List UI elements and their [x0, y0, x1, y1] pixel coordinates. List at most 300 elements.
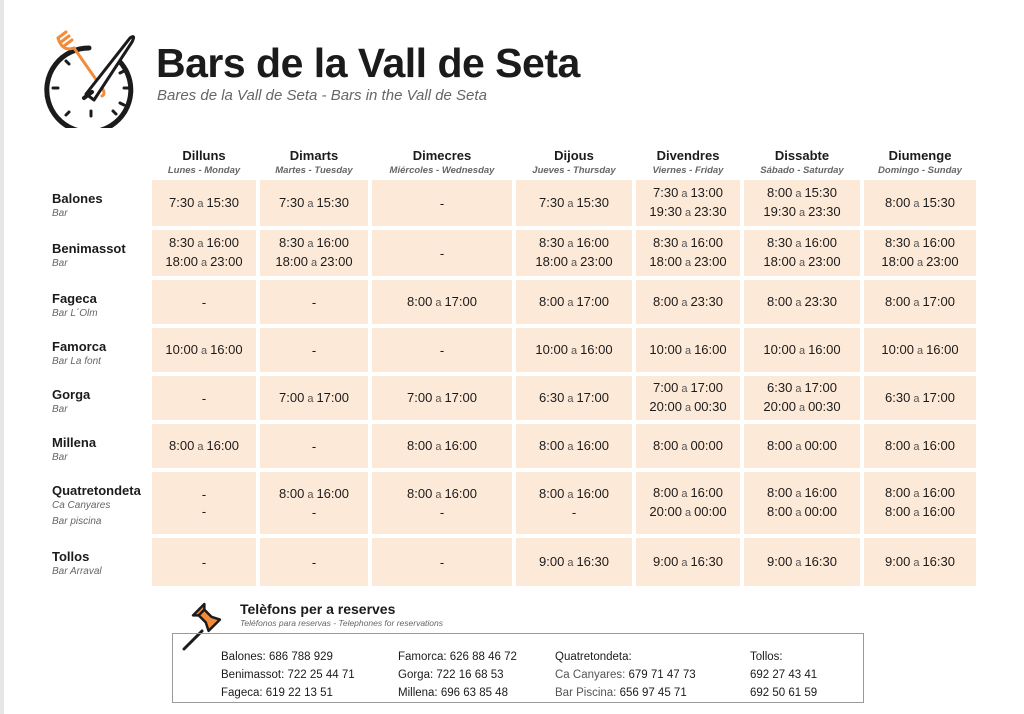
time-separator: a — [307, 489, 314, 501]
day-translation: Martes - Tuesday — [275, 165, 353, 176]
time-separator: a — [681, 383, 688, 395]
open-time: 10:00 — [165, 341, 198, 357]
close-time: 16:30 — [690, 553, 723, 569]
open-time: 8:00 — [279, 486, 305, 501]
schedule-cell — [372, 328, 512, 372]
schedule-cell — [864, 472, 976, 534]
schedule-cell — [636, 424, 740, 468]
open-time: 9:00 — [539, 553, 565, 569]
schedule-cell — [152, 424, 256, 468]
table-row — [52, 180, 976, 226]
schedule-cell — [636, 180, 740, 226]
time-range — [516, 553, 632, 572]
close-time: 16:00 — [580, 341, 613, 357]
schedule-cell — [152, 280, 256, 324]
day-header-3 — [516, 142, 632, 176]
close-time: 17:00 — [316, 389, 349, 405]
time-range — [864, 553, 976, 572]
close-time: 15:30 — [576, 194, 609, 210]
time-range — [864, 503, 976, 522]
close-time: 17:00 — [922, 389, 955, 405]
close-time: 00:00 — [804, 437, 837, 453]
schedule-cell — [152, 230, 256, 276]
open-time: 8:30 — [169, 235, 195, 250]
close-time: 16:00 — [206, 437, 239, 453]
bar-name: Balones — [52, 191, 103, 206]
time-range — [744, 484, 860, 503]
phone-entry — [555, 666, 696, 684]
day-header-0 — [152, 142, 256, 176]
schedule-cell — [636, 328, 740, 372]
schedule-cell — [260, 424, 368, 468]
time-separator: a — [684, 344, 692, 357]
bar-header — [52, 328, 148, 372]
close-time: 15:30 — [206, 194, 239, 210]
time-range — [516, 194, 632, 213]
open-time: 8:00 — [407, 486, 433, 501]
close-time: 00:30 — [694, 399, 727, 414]
time-separator: a — [913, 440, 920, 453]
closed-dash: - — [311, 438, 317, 454]
schedule-cell — [516, 376, 632, 420]
time-range — [260, 234, 368, 253]
close-time: 23:00 — [210, 254, 243, 269]
close-time: 16:00 — [576, 486, 609, 501]
schedule-cell — [260, 280, 368, 324]
time-separator: a — [307, 197, 314, 210]
reservations-title: Telèfons per a reserves — [240, 601, 396, 617]
schedule-cell — [372, 230, 512, 276]
open-time: 20:00 — [763, 399, 796, 414]
schedule-cell — [260, 180, 368, 226]
phones-column-4 — [750, 648, 817, 702]
close-time: 16:00 — [210, 341, 243, 357]
phone-entry: Benimassot: 722 25 44 71 — [221, 669, 355, 681]
close-time: 16:00 — [808, 341, 841, 357]
schedule-cell — [152, 376, 256, 420]
time-range — [636, 184, 740, 203]
schedule-cell — [744, 280, 860, 324]
open-time: 8:30 — [767, 235, 793, 250]
time-separator: a — [681, 188, 688, 200]
table-row — [52, 328, 976, 372]
time-range — [152, 194, 256, 213]
time-separator: a — [913, 488, 920, 500]
close-time: 15:30 — [316, 194, 349, 210]
table-row — [52, 538, 976, 586]
open-time: 19:30 — [649, 204, 682, 219]
time-range — [744, 184, 860, 203]
time-separator: a — [684, 402, 692, 414]
time-separator: a — [913, 507, 920, 519]
close-time: 23:30 — [804, 293, 837, 309]
open-time: 6:30 — [885, 389, 911, 405]
close-time: 00:00 — [804, 504, 837, 519]
open-time: 8:00 — [885, 293, 911, 309]
open-time: 8:00 — [885, 504, 911, 519]
bar-header — [52, 538, 148, 586]
phone-entry: Fageca: 619 22 13 51 — [221, 687, 333, 699]
closed-dash: - — [311, 342, 317, 358]
bar-header — [52, 280, 148, 324]
open-time: 18:00 — [535, 254, 568, 269]
phone-entry: Gorga: 722 16 68 53 — [398, 669, 504, 681]
open-time: 8:00 — [539, 486, 565, 501]
time-range — [516, 253, 632, 272]
schedule-cell — [636, 538, 740, 586]
schedule-cell — [516, 538, 632, 586]
schedule-cell — [152, 472, 256, 534]
closed-dash: - — [439, 505, 445, 520]
time-separator: a — [795, 238, 802, 250]
day-header-1 — [260, 142, 368, 176]
schedule-cell — [260, 376, 368, 420]
bar-type: Bar — [52, 404, 68, 415]
reservations-subtitle: Teléfonos para reservas - Telephones for reservations — [240, 618, 444, 628]
open-time: 8:00 — [539, 437, 565, 453]
time-range — [372, 437, 512, 456]
day-name: Divendres — [656, 148, 720, 163]
close-time: 17:00 — [922, 293, 955, 309]
bar-name: Famorca — [52, 339, 107, 354]
open-time: 18:00 — [881, 254, 914, 269]
time-range — [864, 234, 976, 253]
page-title: Bars de la Vall de Seta — [156, 40, 580, 86]
day-header-4 — [636, 142, 740, 176]
time-separator: a — [567, 489, 574, 501]
schedule-cell — [744, 180, 860, 226]
open-time: 8:00 — [407, 437, 433, 453]
time-range — [744, 341, 860, 360]
time-range — [636, 203, 740, 222]
day-translation: Jueves - Thursday — [532, 165, 616, 176]
time-separator: a — [435, 296, 442, 309]
close-time: 16:00 — [804, 235, 837, 250]
schedule-table — [48, 138, 980, 590]
time-separator: a — [570, 344, 578, 357]
time-separator: a — [681, 296, 688, 309]
day-name: Dilluns — [182, 148, 226, 163]
bar-header — [52, 424, 148, 468]
open-time: 7:30 — [279, 194, 305, 210]
time-range — [260, 253, 368, 272]
schedule-cell — [372, 180, 512, 226]
close-time: 16:00 — [444, 486, 477, 501]
close-time: 23:30 — [808, 204, 841, 219]
schedule-cell — [636, 376, 740, 420]
open-time: 7:30 — [653, 185, 679, 200]
time-separator: a — [567, 556, 574, 569]
phones-column-3 — [555, 648, 696, 702]
bar-type: Bar L´Olm — [52, 308, 98, 319]
bar-type: Bar La font — [52, 356, 101, 367]
bar-name: Fageca — [52, 291, 97, 306]
schedule-cell — [864, 230, 976, 276]
day-translation: Domingo - Sunday — [878, 165, 962, 176]
phone-entry: Millena: 696 63 85 48 — [398, 687, 508, 699]
time-separator: a — [200, 344, 208, 357]
open-time: 8:00 — [767, 185, 793, 200]
time-separator: a — [684, 207, 692, 219]
schedule-cell — [516, 180, 632, 226]
close-time: 16:00 — [922, 437, 955, 453]
time-range — [864, 484, 976, 503]
time-range — [516, 485, 632, 504]
time-range — [636, 253, 740, 272]
phones-column-2 — [398, 648, 517, 702]
close-time: 23:00 — [320, 254, 353, 269]
open-time: 10:00 — [763, 341, 796, 357]
time-range — [152, 341, 256, 360]
day-name: Dijous — [554, 148, 594, 163]
schedule-cell — [372, 424, 512, 468]
open-time: 7:30 — [539, 194, 565, 210]
time-range — [636, 398, 740, 417]
bar-header — [52, 376, 148, 420]
close-time: 16:00 — [316, 486, 349, 501]
close-time: 16:00 — [926, 341, 959, 357]
time-range — [864, 253, 976, 272]
page-edge — [0, 0, 4, 714]
open-time: 18:00 — [763, 254, 796, 269]
close-time: 15:30 — [804, 185, 837, 200]
open-time: 20:00 — [649, 504, 682, 519]
schedule-cell — [152, 538, 256, 586]
schedule-cell — [636, 280, 740, 324]
time-range — [864, 341, 976, 360]
schedule-cell — [744, 424, 860, 468]
schedule-cell — [864, 280, 976, 324]
closed-dash: - — [439, 195, 445, 211]
time-range — [636, 293, 740, 312]
time-separator: a — [310, 257, 318, 269]
phone-label: Ca Canyares: — [555, 669, 626, 681]
phones-column-1 — [221, 648, 355, 702]
open-time: 8:00 — [767, 485, 793, 500]
time-range — [516, 341, 632, 360]
open-time: 8:00 — [885, 194, 911, 210]
close-time: 16:00 — [922, 485, 955, 500]
close-time: 23:30 — [690, 293, 723, 309]
bar-name: Quatretondeta — [52, 483, 141, 498]
day-translation: Sábado - Saturday — [760, 165, 844, 176]
time-separator: a — [913, 556, 920, 569]
time-range — [636, 484, 740, 503]
close-time: 15:30 — [922, 194, 955, 210]
time-separator: a — [798, 207, 806, 219]
time-separator: a — [567, 440, 574, 453]
time-separator: a — [795, 488, 802, 500]
time-range — [372, 389, 512, 408]
bar-header — [52, 230, 148, 276]
open-time: 8:00 — [169, 437, 195, 453]
time-range — [864, 194, 976, 213]
day-translation: Miércoles - Wednesday — [389, 165, 495, 176]
schedule-cell — [260, 328, 368, 372]
schedule-cell — [744, 376, 860, 420]
close-time: 23:00 — [926, 254, 959, 269]
closed-dash: - — [201, 390, 207, 406]
schedule-cell — [744, 328, 860, 372]
open-time: 8:30 — [885, 235, 911, 250]
bar-name: Tollos — [52, 549, 90, 564]
time-separator: a — [567, 197, 574, 210]
open-time: 8:00 — [539, 293, 565, 309]
time-separator: a — [798, 344, 806, 357]
bar-type: Bar — [52, 208, 68, 219]
close-time: 17:00 — [690, 380, 723, 395]
open-time: 18:00 — [275, 254, 308, 269]
page-subtitle: Bares de la Vall de Seta - Bars in the Vall de Seta — [157, 87, 487, 104]
time-range — [516, 293, 632, 312]
close-time: 17:00 — [576, 389, 609, 405]
time-range — [636, 341, 740, 360]
close-time: 16:00 — [444, 437, 477, 453]
open-time: 10:00 — [881, 341, 914, 357]
time-range — [864, 389, 976, 408]
close-time: 17:00 — [444, 293, 477, 309]
time-range — [372, 293, 512, 312]
time-separator: a — [567, 238, 574, 250]
schedule-cell — [152, 180, 256, 226]
time-range — [152, 234, 256, 253]
close-time: 16:00 — [576, 235, 609, 250]
open-time: 8:00 — [767, 437, 793, 453]
time-range — [260, 389, 368, 408]
close-time: 17:00 — [804, 380, 837, 395]
open-time: 7:00 — [407, 389, 433, 405]
time-range — [744, 379, 860, 398]
open-time: 8:00 — [885, 437, 911, 453]
phone-entry: Famorca: 626 88 46 72 — [398, 651, 517, 663]
day-name: Dimecres — [412, 148, 472, 163]
closed-dash: - — [439, 554, 445, 570]
time-range — [152, 437, 256, 456]
time-separator: a — [435, 392, 442, 405]
bar-type: Ca Canyares — [52, 500, 111, 511]
close-time: 16:30 — [922, 553, 955, 569]
close-time: 23:00 — [808, 254, 841, 269]
close-time: 16:30 — [804, 553, 837, 569]
day-header-6 — [864, 142, 976, 176]
close-time: 16:00 — [694, 341, 727, 357]
schedule-cell — [372, 472, 512, 534]
time-range — [744, 398, 860, 417]
table-row — [52, 230, 976, 276]
schedule-cell — [744, 472, 860, 534]
time-range — [744, 437, 860, 456]
open-time: 7:00 — [279, 389, 305, 405]
time-separator: a — [913, 197, 920, 210]
close-time: 23:30 — [694, 204, 727, 219]
open-time: 20:00 — [649, 399, 682, 414]
bar-type: Bar — [52, 452, 68, 463]
reservations-box — [172, 633, 864, 703]
table-row — [52, 424, 976, 468]
schedule-cell — [372, 538, 512, 586]
schedule-cell — [372, 280, 512, 324]
schedule-cell — [516, 280, 632, 324]
open-time: 8:00 — [767, 293, 793, 309]
time-range — [152, 253, 256, 272]
schedule-cell — [744, 538, 860, 586]
open-time: 10:00 — [649, 341, 682, 357]
open-time: 8:00 — [767, 504, 793, 519]
close-time: 00:00 — [694, 504, 727, 519]
day-name: Diumenge — [888, 148, 952, 163]
bar-type: Bar piscina — [52, 516, 102, 527]
closed-dash: - — [571, 505, 577, 520]
time-range — [636, 234, 740, 253]
time-separator: a — [913, 238, 920, 250]
open-time: 7:30 — [169, 194, 195, 210]
close-time: 16:00 — [922, 504, 955, 519]
time-separator: a — [795, 556, 802, 569]
closed-dash: - — [311, 505, 317, 520]
time-range — [516, 389, 632, 408]
close-time: 13:00 — [690, 185, 723, 200]
closed-dash: - — [201, 504, 207, 519]
open-time: 18:00 — [649, 254, 682, 269]
time-range — [636, 379, 740, 398]
closed-dash: - — [439, 342, 445, 358]
time-range — [636, 503, 740, 522]
schedule-cell — [260, 230, 368, 276]
time-separator: a — [197, 238, 204, 250]
time-separator: a — [913, 392, 920, 405]
time-separator: a — [684, 507, 692, 519]
time-separator: a — [916, 344, 924, 357]
open-time: 6:30 — [539, 389, 565, 405]
schedule-cell — [744, 230, 860, 276]
bar-type: Bar — [52, 258, 68, 269]
close-time: 00:00 — [690, 437, 723, 453]
phone-entry-title: Tollos: — [750, 651, 783, 663]
schedule-cell — [152, 328, 256, 372]
clock-cutlery-icon — [44, 28, 138, 128]
open-time: 8:00 — [653, 485, 679, 500]
time-range — [744, 203, 860, 222]
bar-name: Millena — [52, 435, 97, 450]
schedule-cell — [372, 376, 512, 420]
closed-dash: - — [311, 554, 317, 570]
time-separator: a — [567, 392, 574, 405]
time-separator: a — [795, 296, 802, 309]
schedule-cell — [260, 472, 368, 534]
open-time: 9:00 — [653, 553, 679, 569]
time-separator: a — [307, 392, 314, 405]
day-header-2 — [372, 142, 512, 176]
time-separator: a — [567, 296, 574, 309]
close-time: 16:30 — [576, 553, 609, 569]
bar-type: Bar Arraval — [52, 566, 102, 577]
time-separator: a — [795, 383, 802, 395]
open-time: 10:00 — [535, 341, 568, 357]
open-time: 9:00 — [885, 553, 911, 569]
time-separator: a — [681, 556, 688, 569]
phone-number: 656 97 45 71 — [619, 687, 687, 699]
time-range — [864, 293, 976, 312]
schedule-cell — [864, 376, 976, 420]
time-range — [260, 485, 368, 504]
open-time: 8:00 — [653, 293, 679, 309]
open-time: 8:30 — [653, 235, 679, 250]
time-separator: a — [570, 257, 578, 269]
time-range — [516, 437, 632, 456]
time-separator: a — [795, 440, 802, 453]
time-range — [744, 293, 860, 312]
time-separator: a — [795, 188, 802, 200]
